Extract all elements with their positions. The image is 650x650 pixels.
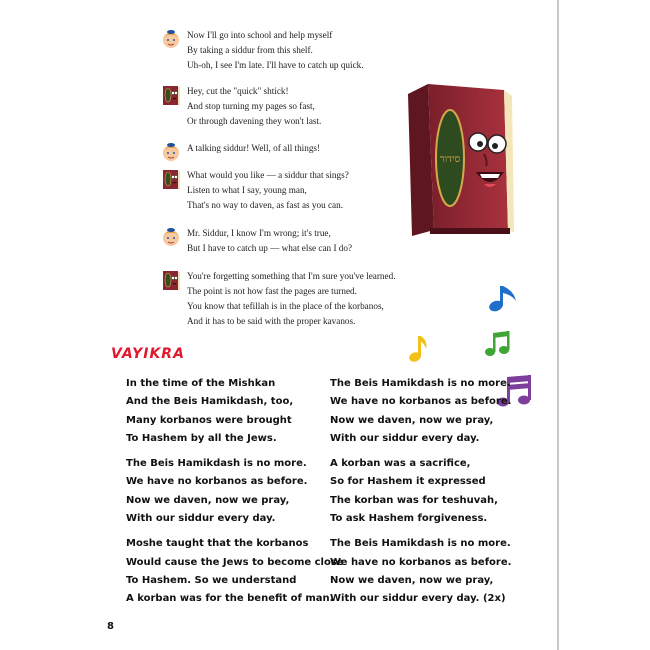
dialogue-line: Or through davening they won't last. xyxy=(187,116,322,126)
song-line: Now we daven, now we pray, xyxy=(330,414,494,426)
blue-music-note-icon xyxy=(488,283,520,313)
song-stanza xyxy=(330,455,511,528)
boy-icon xyxy=(160,141,182,163)
book-icon xyxy=(160,84,182,106)
song-title: VAYIKRA xyxy=(111,346,185,362)
book-icon xyxy=(160,168,182,190)
green-music-note-icon xyxy=(484,330,510,358)
boy-icon xyxy=(160,28,182,50)
song-line: We have no korbanos as before. xyxy=(330,556,512,568)
book-icon xyxy=(160,269,182,291)
song-line: The Beis Hamikdash is no more. xyxy=(126,458,307,470)
boy-icon xyxy=(160,226,182,248)
talking-siddur-illustration xyxy=(400,80,518,240)
song-line: A korban was a sacrifice, xyxy=(330,458,471,470)
dialogue-block xyxy=(160,28,450,73)
page-edge-divider xyxy=(557,0,559,650)
song-line: We have no korbanos as before. xyxy=(126,476,308,488)
dialogue-lines xyxy=(187,141,320,156)
song-line: Would cause the Jews to become close xyxy=(126,556,344,568)
song-line: So for Hashem it expressed xyxy=(330,476,486,488)
song-right-column xyxy=(330,375,511,616)
dialogue-lines xyxy=(187,168,349,213)
dialogue-line: The point is not how fast the pages are turned. xyxy=(187,286,357,296)
song-line: We have no korbanos as before. xyxy=(330,396,512,408)
dialogue-lines xyxy=(187,84,321,129)
song-line: To Hashem by all the Jews. xyxy=(126,432,277,444)
song-stanza xyxy=(126,455,344,528)
song-line: A korban was for the benefit of man. xyxy=(126,593,334,605)
song-left-column xyxy=(126,375,344,616)
dialogue-line: What would you like — a siddur that sings? xyxy=(187,170,349,180)
song-line: Now we daven, now we pray, xyxy=(330,574,494,586)
song-line: To Hashem. So we understand xyxy=(126,574,297,586)
song-line: And the Beis Hamikdash, too, xyxy=(126,396,294,408)
dialogue-block xyxy=(160,269,450,329)
song-line: The Beis Hamikdash is no more. xyxy=(330,538,511,550)
song-line: With our siddur every day. (2x) xyxy=(330,593,506,605)
dialogue-line: You're forgetting something that I'm sure you've learned. xyxy=(187,271,396,281)
dialogue-lines xyxy=(187,269,396,329)
dialogue-lines xyxy=(187,28,364,73)
song-line: With our siddur every day. xyxy=(330,432,480,444)
dialogue-line: A talking siddur! Well, of all things! xyxy=(187,143,321,153)
song-line: Many korbanos were brought xyxy=(126,414,292,426)
yellow-music-note-icon xyxy=(408,333,428,363)
song-line: Now we daven, now we pray, xyxy=(126,494,290,506)
dialogue-line: By taking a siddur from this shelf. xyxy=(187,45,313,55)
page-number: 8 xyxy=(107,621,114,632)
song-line: To ask Hashem forgiveness. xyxy=(330,513,488,525)
dialogue-line: You know that tefillah is in the place of the korbanos, xyxy=(187,301,384,311)
song-line: With our siddur every day. xyxy=(126,513,276,525)
dialogue-line: Mr. Siddur, I know I'm wrong; it's true, xyxy=(187,228,331,238)
dialogue-line: And stop turning my pages so fast, xyxy=(187,101,315,111)
dialogue-line: Uh-oh, I see I'm late. I'll have to catch up quick. xyxy=(187,60,364,70)
dialogue-line: Listen to what I say, young man, xyxy=(187,185,307,195)
song-stanza xyxy=(126,375,344,448)
dialogue-line: Hey, cut the "quick" shtick! xyxy=(187,86,289,96)
song-line: In the time of the Mishkan xyxy=(126,378,276,389)
song-stanza xyxy=(330,375,511,448)
dialogue-lines xyxy=(187,226,352,256)
song-line: Moshe taught that the korbanos xyxy=(126,538,309,550)
song-stanza xyxy=(330,535,511,608)
dialogue-line: But I have to catch up — what else can I do? xyxy=(187,243,353,253)
siddur-cover-text: סידור xyxy=(439,154,461,165)
dialogue-line: That's no way to daven, as fast as you can. xyxy=(187,200,344,210)
song-line: The Beis Hamikdash is no more. xyxy=(330,378,511,389)
song-line: The korban was for teshuvah, xyxy=(330,494,498,506)
song-stanza xyxy=(126,535,344,608)
dialogue-line: Now I'll go into school and help myself xyxy=(187,30,333,40)
dialogue-line: And it has to be said with the proper kavanos. xyxy=(187,316,356,326)
